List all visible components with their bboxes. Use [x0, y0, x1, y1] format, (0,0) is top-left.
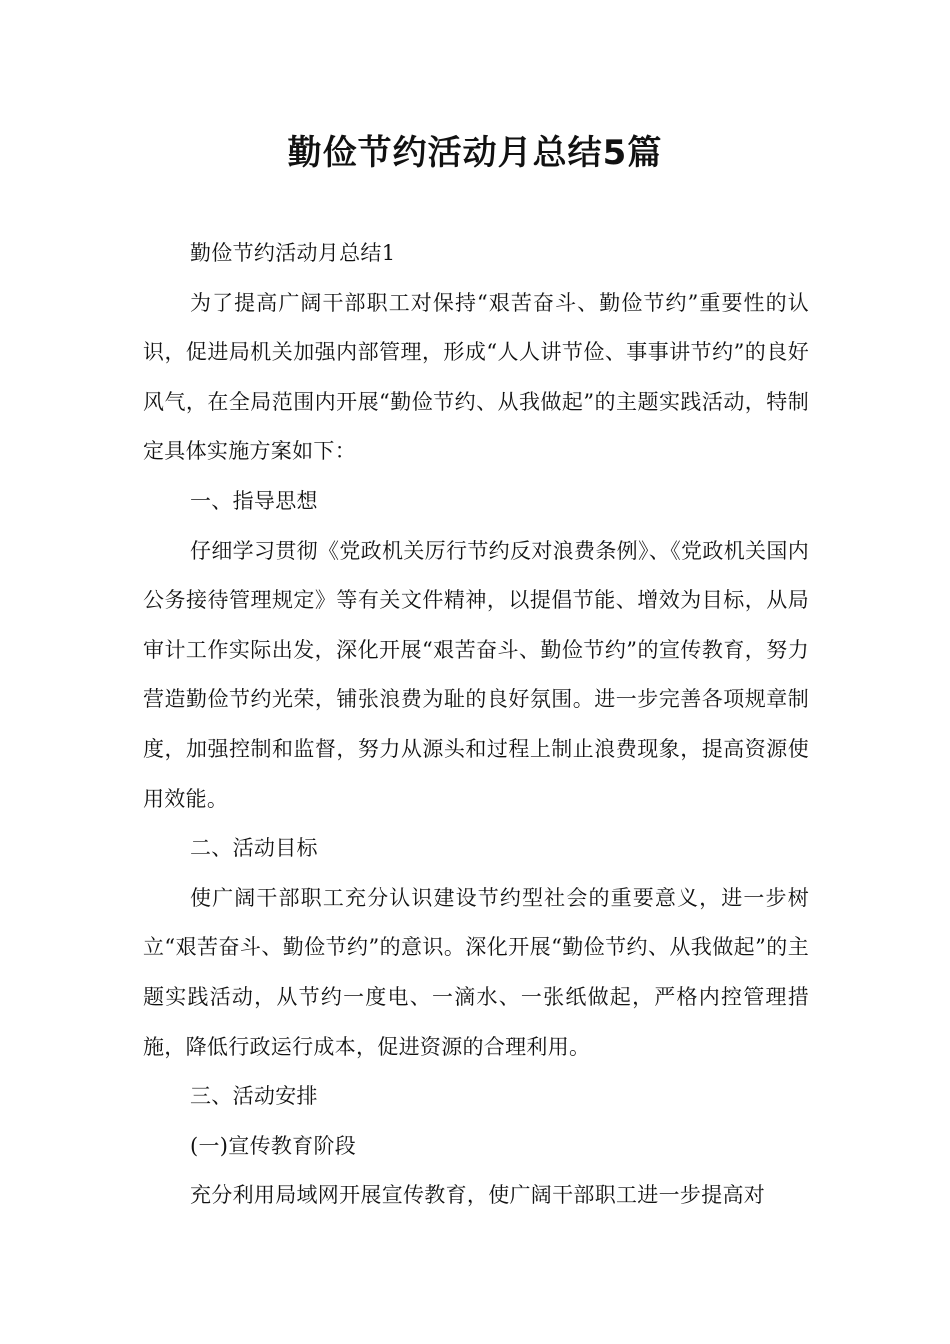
- document-body: [143, 229, 809, 1221]
- section-heading-activity-goals: 二、活动目标: [190, 836, 318, 861]
- intro-paragraph: 为了提高广阔干部职工对保持“艰苦奋斗、勤俭节约”重要性的认识，促进局机关加强内部管理，形成“人人讲节俭、事事讲节约”的良好风气，在全局范围内开展“勤俭节约、从我做起”的主题实践活动，特制定具体实施方案如下：: [143, 290, 809, 464]
- section-heading-guiding-ideology: 一、指导思想: [190, 488, 318, 513]
- activity-goals-paragraph: 使广阔干部职工充分认识建设节约型社会的重要意义，进一步树立“艰苦奋斗、勤俭节约”的意识。深化开展“勤俭节约、从我做起”的主题实践活动，从节约一度电、一滴水、一张纸做起，严格内控管理措施，降低行政运行成本，促进资源的合理利用。: [143, 885, 809, 1059]
- section-heading-activity-arrangement: 三、活动安排: [190, 1084, 318, 1109]
- subsection-heading-publicity-stage: (一)宣传教育阶段: [190, 1133, 357, 1158]
- document-title: 勤俭节约活动月总结5篇: [287, 133, 663, 173]
- publicity-stage-paragraph: 充分利用局域网开展宣传教育，使广阔干部职工进一步提高对: [190, 1183, 766, 1208]
- section-heading-summary-1: 勤俭节约活动月总结1: [190, 241, 396, 265]
- guiding-ideology-paragraph: 仔细学习贯彻《党政机关厉行节约反对浪费条例》、《党政机关国内公务接待管理规定》等有关文件精神，以提倡节能、增效为目标，从局审计工作实际出发，深化开展“艰苦奋斗、勤俭节约”的宣传教育，努力营造勤俭节约光荣，铺张浪费为耻的良好氛围。进一步完善各项规章制度，加强控制和监督，努力从源头和过程上制止浪费现象，提高资源使用效能。: [143, 538, 809, 811]
